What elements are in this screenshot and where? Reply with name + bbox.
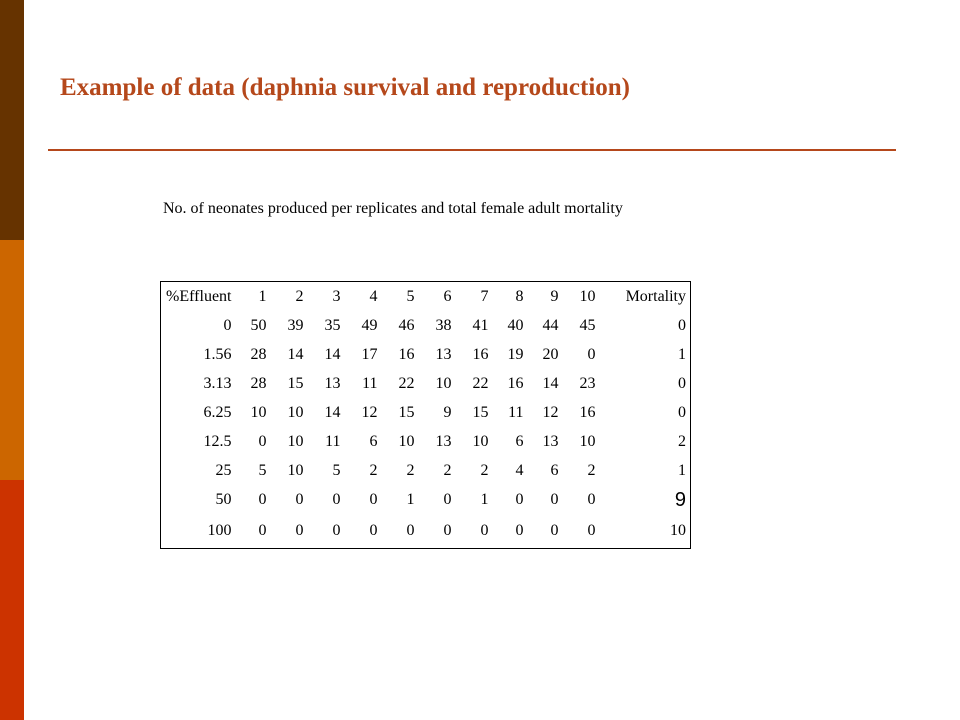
table-header-cell: %Effluent — [166, 287, 232, 305]
table-cell: 9 — [443, 403, 452, 421]
table-cell: 4 — [515, 461, 524, 479]
table-cell: 50 — [250, 316, 267, 334]
table-cell: 2 — [678, 432, 686, 450]
table-cell: 6 — [369, 432, 378, 450]
table-cell: 14 — [324, 403, 341, 421]
table-cell: 6 — [550, 461, 559, 479]
table-cell: 10 — [472, 432, 489, 450]
table-cell: 10 — [287, 432, 304, 450]
table-cell: 10 — [579, 432, 596, 450]
table-cell: 15 — [472, 403, 489, 421]
table-cell: 0 — [587, 345, 596, 363]
table-row — [161, 369, 691, 398]
table-header-cell: 9 — [550, 287, 559, 305]
table-cell: 10 — [670, 522, 686, 539]
table-cell: 38 — [435, 316, 452, 334]
table-row — [161, 456, 691, 485]
table-cell: 0 — [587, 490, 596, 508]
table-cell: 16 — [507, 374, 524, 392]
table-cell: 23 — [579, 374, 596, 392]
table-cell: 16 — [579, 403, 596, 421]
table-cell: 0 — [258, 490, 267, 508]
table-cell: 3.13 — [203, 374, 232, 392]
table-cell: 19 — [507, 345, 524, 363]
table-cell: 0 — [369, 522, 378, 539]
table-cell: 9 — [674, 488, 686, 511]
table-cell: 15 — [398, 403, 415, 421]
table-header-row — [161, 282, 691, 312]
table-cell: 12.5 — [203, 432, 232, 450]
table-cell: 0 — [258, 432, 267, 450]
table-cell: 12 — [361, 403, 378, 421]
table-cell: 16 — [398, 345, 415, 363]
data-table — [160, 281, 691, 549]
table-cell: 41 — [472, 316, 489, 334]
table-cell: 2 — [406, 461, 415, 479]
table-cell: 0 — [587, 522, 596, 539]
table-header-cell: 10 — [579, 287, 596, 305]
table-cell: 0 — [223, 316, 232, 334]
table-cell: 16 — [472, 345, 489, 363]
table-cell: 1.56 — [203, 345, 232, 363]
table-cell: 0 — [480, 522, 489, 539]
table-cell: 50 — [215, 490, 232, 508]
table-cell: 13 — [324, 374, 341, 392]
table-header-cell: 6 — [443, 287, 452, 305]
table-cell: 10 — [287, 403, 304, 421]
table-cell: 35 — [324, 316, 341, 334]
table-cell: 0 — [332, 490, 341, 508]
table-cell: 25 — [215, 461, 232, 479]
table-header-cell: 5 — [406, 287, 415, 305]
table-cell: 0 — [550, 490, 559, 508]
table-header-cell: 4 — [369, 287, 378, 305]
table-cell: 2 — [443, 461, 452, 479]
table-cell: 40 — [507, 316, 524, 334]
table-cell: 0 — [369, 490, 378, 508]
table-cell: 0 — [258, 522, 267, 539]
table-row — [161, 427, 691, 456]
table-cell: 22 — [472, 374, 489, 392]
table-cell: 0 — [332, 522, 341, 539]
table-caption: No. of neonates produced per replicates and total female adult mortality — [163, 200, 623, 217]
table-cell: 12 — [542, 403, 559, 421]
table-cell: 6.25 — [203, 403, 232, 421]
table-cell: 14 — [324, 345, 341, 363]
table-cell: 45 — [579, 316, 596, 334]
table-cell: 1 — [406, 490, 415, 508]
slide-title: Example of data (daphnia survival and reproduction) — [60, 74, 631, 101]
table-cell: 1 — [678, 345, 686, 363]
table-row — [161, 485, 691, 514]
table-header-cell: 1 — [258, 287, 267, 305]
table-cell: 6 — [515, 432, 524, 450]
table-cell: 0 — [443, 490, 452, 508]
table-cell: 10 — [398, 432, 415, 450]
table-cell: 0 — [550, 522, 559, 539]
table-cell: 0 — [678, 316, 686, 334]
table-cell: 46 — [398, 316, 415, 334]
table-cell: 0 — [515, 522, 524, 539]
side-bar-top — [0, 0, 24, 240]
table-row — [161, 514, 691, 549]
table-row — [161, 398, 691, 427]
table-cell: 0 — [678, 403, 686, 421]
table-cell: 10 — [435, 374, 452, 392]
title-divider — [48, 149, 896, 151]
table-cell: 1 — [480, 490, 489, 508]
table-cell: 11 — [508, 403, 524, 421]
table-cell: 44 — [542, 316, 559, 334]
table-cell: 17 — [361, 345, 378, 363]
table-cell: 28 — [250, 374, 267, 392]
table-header-cell: 3 — [332, 287, 341, 305]
table-header-cell: 7 — [480, 287, 489, 305]
table-cell: 28 — [250, 345, 267, 363]
table-cell: 0 — [443, 522, 452, 539]
table-cell: 11 — [325, 432, 341, 450]
table-cell: 100 — [207, 522, 232, 539]
table-cell: 2 — [480, 461, 489, 479]
table-cell: 10 — [287, 461, 304, 479]
table-cell: 15 — [287, 374, 304, 392]
side-bar-bottom — [0, 480, 24, 720]
table-cell: 49 — [361, 316, 378, 334]
table-cell: 20 — [542, 345, 559, 363]
table-cell: 39 — [287, 316, 304, 334]
table-cell: 11 — [362, 374, 378, 392]
table-cell: 22 — [398, 374, 415, 392]
table-header-cell: 8 — [515, 287, 524, 305]
table-cell: 14 — [287, 345, 304, 363]
table-cell: 0 — [406, 522, 415, 539]
table-cell: 1 — [678, 461, 686, 479]
table-cell: 0 — [678, 374, 686, 392]
table-row — [161, 340, 691, 369]
table-cell: 13 — [435, 432, 452, 450]
table-row — [161, 311, 691, 340]
table-cell: 10 — [250, 403, 267, 421]
table-header-cell: Mortality — [625, 287, 686, 305]
table-cell: 0 — [295, 522, 304, 539]
table-cell: 5 — [258, 461, 267, 479]
table-cell: 2 — [587, 461, 596, 479]
table-cell: 5 — [332, 461, 341, 479]
table-cell: 13 — [542, 432, 559, 450]
side-bar-middle — [0, 240, 24, 480]
table-cell: 14 — [542, 374, 559, 392]
table-cell: 13 — [435, 345, 452, 363]
table-header-cell: 2 — [295, 287, 304, 305]
table-cell: 0 — [295, 490, 304, 508]
table-cell: 2 — [369, 461, 378, 479]
table-cell: 0 — [515, 490, 524, 508]
